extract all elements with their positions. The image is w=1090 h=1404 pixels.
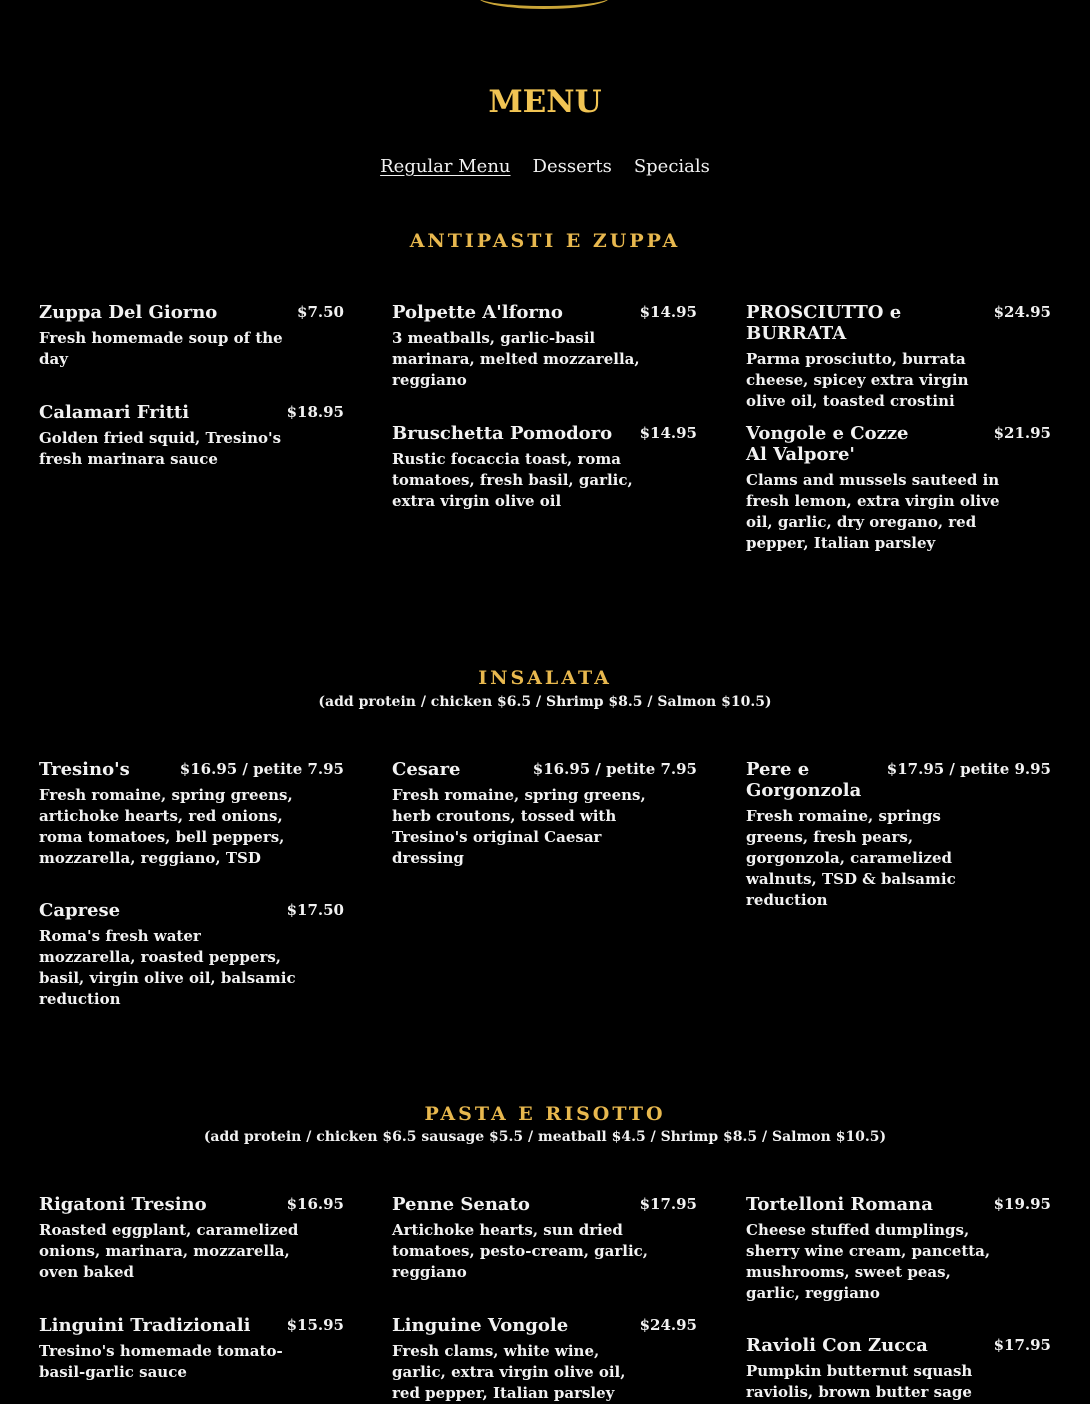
item-name: Penne Senato [392,1194,530,1215]
item-price: $17.95 / petite 9.95 [886,760,1051,778]
logo-emblem [478,0,610,9]
item-description: Parma prosciutto, burrata cheese, spicey extra virgin olive oil, toasted crostini [746,350,969,410]
section-title-antipasti: ANTIPASTI E ZUPPA [409,230,681,252]
menu-item [392,423,697,512]
section-title-pasta: PASTA E RISOTTO [424,1103,666,1125]
menu-item [39,759,344,869]
item-name: Caprese [39,900,121,921]
item-price: $24.95 [639,1316,697,1334]
menu-item [392,1194,697,1283]
item-price: $24.95 [993,303,1051,321]
item-description: Fresh romaine, spring greens, artichoke hearts, red onions, roma tomatoes, bell peppers, mozzarella, reggiano, TSD [39,786,293,867]
item-price: $7.50 [297,303,344,321]
section-note-pasta: (add protein / chicken $6.5 sausage $5.5 / meatball $4.5 / Shrimp $8.5 / Salmon $10.5) [203,1129,887,1145]
item-description: Fresh homemade soup of the day [39,329,283,368]
item-description: Roma's fresh water mozzarella, roasted peppers, basil, virgin olive oil, balsamic reduction [39,927,296,1008]
item-description: Fresh clams, white wine, garlic, extra virgin olive oil, red pepper, Italian parsley [392,1342,626,1402]
menu-item [39,1194,344,1283]
item-price: $17.95 [993,1336,1051,1354]
menu-item [746,1194,1051,1304]
menu-item [39,402,344,470]
item-name: Polpette A'lforno [392,302,563,323]
item-name: Tortelloni Romana [746,1194,933,1215]
section-note-insalata: (add protein / chicken $6.5 / Shrimp $8.5 / Salmon $10.5) [318,694,772,710]
item-description: Roasted eggplant, caramelized onions, marinara, mozzarella, oven baked [39,1221,299,1281]
item-description: Rustic focaccia toast, roma tomatoes, fresh basil, garlic, extra virgin olive oil [392,450,633,510]
item-name: Zuppa Del Giorno [39,302,218,323]
item-name: Vongole e Cozze Al Valpore' [746,423,909,465]
item-name: Rigatoni Tresino [39,1194,207,1215]
item-description: Clams and mussels sauteed in fresh lemon, extra virgin olive oil, garlic, dry oregano, red pepper, Italian parsley [746,471,1000,552]
item-description: Golden fried squid, Tresino's fresh marinara sauce [39,429,282,468]
menu-item [392,1315,697,1404]
item-description: Fresh romaine, springs greens, fresh pears, gorgonzola, caramelized walnuts, TSD & balsamic reduction [746,807,956,909]
item-name: Bruschetta Pomodoro [392,423,613,444]
menu-item [392,302,697,391]
tab-regular-menu[interactable]: Regular Menu [380,156,511,177]
tab-desserts[interactable]: Desserts [532,156,612,177]
menu-item [39,900,344,1010]
item-name: Cesare [392,759,461,780]
item-description: Pumpkin butternut squash raviolis, brown butter sage [746,1362,973,1401]
item-price: $14.95 [639,424,697,442]
item-name: Pere e Gorgonzola [746,759,862,801]
item-description: Artichoke hearts, sun dried tomatoes, pesto-cream, garlic, reggiano [392,1221,649,1281]
item-price: $14.95 [639,303,697,321]
item-price: $21.95 [993,424,1051,442]
menu-tabs [0,155,1090,179]
menu-item [746,759,1051,911]
menu-item [39,1315,344,1383]
item-name: Linguine Vongole [392,1315,569,1336]
item-price: $19.95 [993,1195,1051,1213]
item-name: Ravioli Con Zucca [746,1335,928,1356]
item-name: Calamari Fritti [39,402,190,423]
menu-item [39,302,344,370]
item-price: $15.95 [286,1316,344,1334]
menu-item [746,1335,1051,1403]
menu-item [746,302,1051,412]
item-price: $16.95 [286,1195,344,1213]
item-name: Tresino's [39,759,130,780]
tab-specials[interactable]: Specials [633,156,710,177]
menu-item [392,759,697,869]
menu-item [746,423,1051,554]
item-price: $18.95 [286,403,344,421]
item-price: $17.50 [286,901,344,919]
item-description: 3 meatballs, garlic-basil marinara, melted mozzarella, reggiano [392,329,640,389]
page-title: MENU [488,84,602,120]
item-description: Tresino's homemade tomato-basil-garlic sauce [39,1342,283,1381]
item-name: Linguini Tradizionali [39,1315,251,1336]
item-name: PROSCIUTTO e BURRATA [746,302,902,344]
item-description: Cheese stuffed dumplings, sherry wine cream, pancetta, mushrooms, sweet peas, garlic, reggiano [746,1221,991,1302]
item-price: $16.95 / petite 7.95 [532,760,697,778]
item-description: Fresh romaine, spring greens, herb croutons, tossed with Tresino's original Caesar dressing [392,786,646,867]
item-price: $17.95 [639,1195,697,1213]
item-price: $16.95 / petite 7.95 [179,760,344,778]
section-title-insalata: INSALATA [478,667,612,689]
